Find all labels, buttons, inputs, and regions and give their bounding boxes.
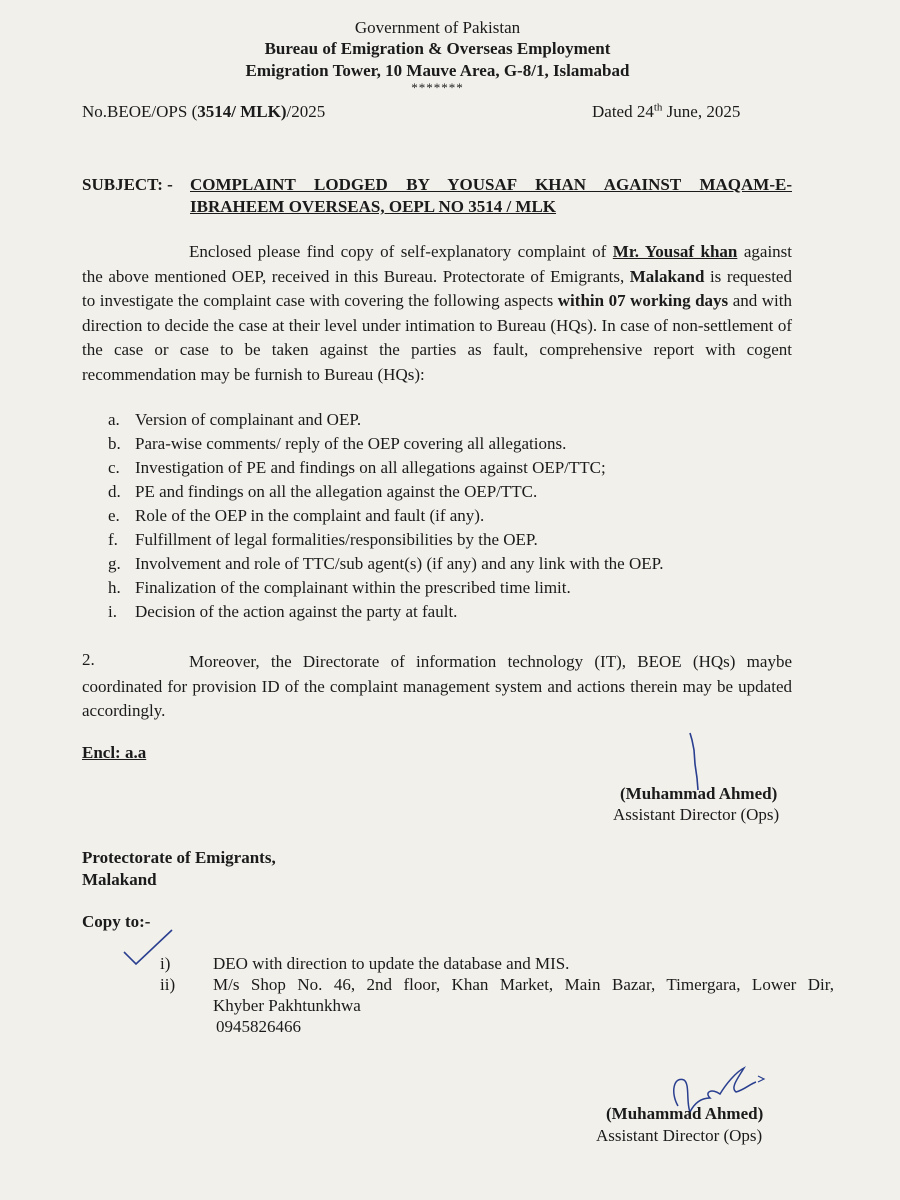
signatory-2-title: Assistant Director (Ops) xyxy=(596,1126,763,1145)
paragraph-1: Enclosed please find copy of self-explanatory complaint of Mr. Yousaf khan against the above mentioned OEP, received in this Bureau. Protectorate of Emigrants, Malakand is requested to investigate the complaint case with covering the following aspects within 07 working days and with direction to decide the case at their level under intimation to Bureau (HQs). In case of non-settlement of the case or case to be taken against the parties as fault, comprehensive report with cogent recommendation may be furnish to Bureau (HQs): xyxy=(82,242,793,384)
paragraph-2: Moreover, the Directorate of information technology (IT), BEOE (HQs) maybe coordinated for provision ID of the complaint management system and actions therein may be updated accordingly. xyxy=(82,652,792,720)
complainant-name: Mr. Yousaf khan xyxy=(612,242,738,261)
list-item: c. Investigation of PE and findings on all allegations against OEP/TTC; xyxy=(108,458,606,477)
protectorate-place: Malakand xyxy=(629,266,705,286)
addressee-line-2: Malakand xyxy=(82,870,157,889)
signatory-2-name: (Muhammad Ahmed) xyxy=(606,1104,764,1123)
subject-line-1: COMPLAINT LODGED BY YOUSAF KHAN AGAINST MAQAM-E- xyxy=(190,175,792,194)
list-item: d. PE and findings on all the allegation against the OEP/TTC. xyxy=(108,482,538,501)
deadline: within 07 working days xyxy=(557,291,729,310)
copy-to-label: Copy to:- xyxy=(82,912,151,931)
header-bureau: Bureau of Emigration & Overseas Employment xyxy=(264,39,611,58)
list-item: b. Para-wise comments/ reply of the OEP covering all allegations. xyxy=(108,434,567,453)
list-item: a. Version of complainant and OEP. xyxy=(108,410,362,429)
subject-label: SUBJECT: - xyxy=(82,175,173,194)
copy-item-text: M/s Shop No. 46, 2nd floor, Khan Market, Main Bazar, Timergara, Lower Dir, xyxy=(213,975,834,994)
list-item: f. Fulfillment of legal formalities/responsibilities by the OEP. xyxy=(108,530,538,549)
copy-item-text: DEO with direction to update the database and MIS. xyxy=(213,954,570,973)
signatory-1-name: (Muhammad Ahmed) xyxy=(620,784,778,803)
header-govt: Government of Pakistan xyxy=(354,18,521,37)
signature-mark-1 xyxy=(680,730,710,792)
list-item: g. Involvement and role of TTC/sub agent(s) (if any) and any link with the OEP. xyxy=(108,554,664,573)
copy-item-province: Khyber Pakhtunkhwa xyxy=(213,996,361,1015)
list-item: e. Role of the OEP in the complaint and fault (if any). xyxy=(108,506,485,525)
paragraph-2-number: 2. xyxy=(82,650,95,669)
list-item: h. Finalization of the complainant within the prescribed time limit. xyxy=(108,578,571,597)
copy-item-phone: 0945826466 xyxy=(216,1017,301,1036)
signatory-1-title: Assistant Director (Ops) xyxy=(613,805,780,824)
list-item: i. Decision of the action against the party at fault. xyxy=(108,602,458,621)
copy-item-number: i) xyxy=(160,954,171,973)
header-address: Emigration Tower, 10 Mauve Area, G-8/1, Islamabad xyxy=(245,61,630,80)
subject-line-2: IBRAHEEM OVERSEAS, OEPL NO 3514 / MLK xyxy=(190,197,557,216)
header-stars: ******* xyxy=(411,80,464,95)
copy-item-number: ii) xyxy=(160,975,176,994)
reference-number: No.BEOE/OPS (3514/ MLK)/2025 xyxy=(82,102,326,121)
enclosure-label: Encl: a.a xyxy=(82,743,147,762)
addressee-line-1: Protectorate of Emigrants, xyxy=(82,848,276,867)
letter-date: Dated 24th June, 2025 xyxy=(592,101,741,121)
